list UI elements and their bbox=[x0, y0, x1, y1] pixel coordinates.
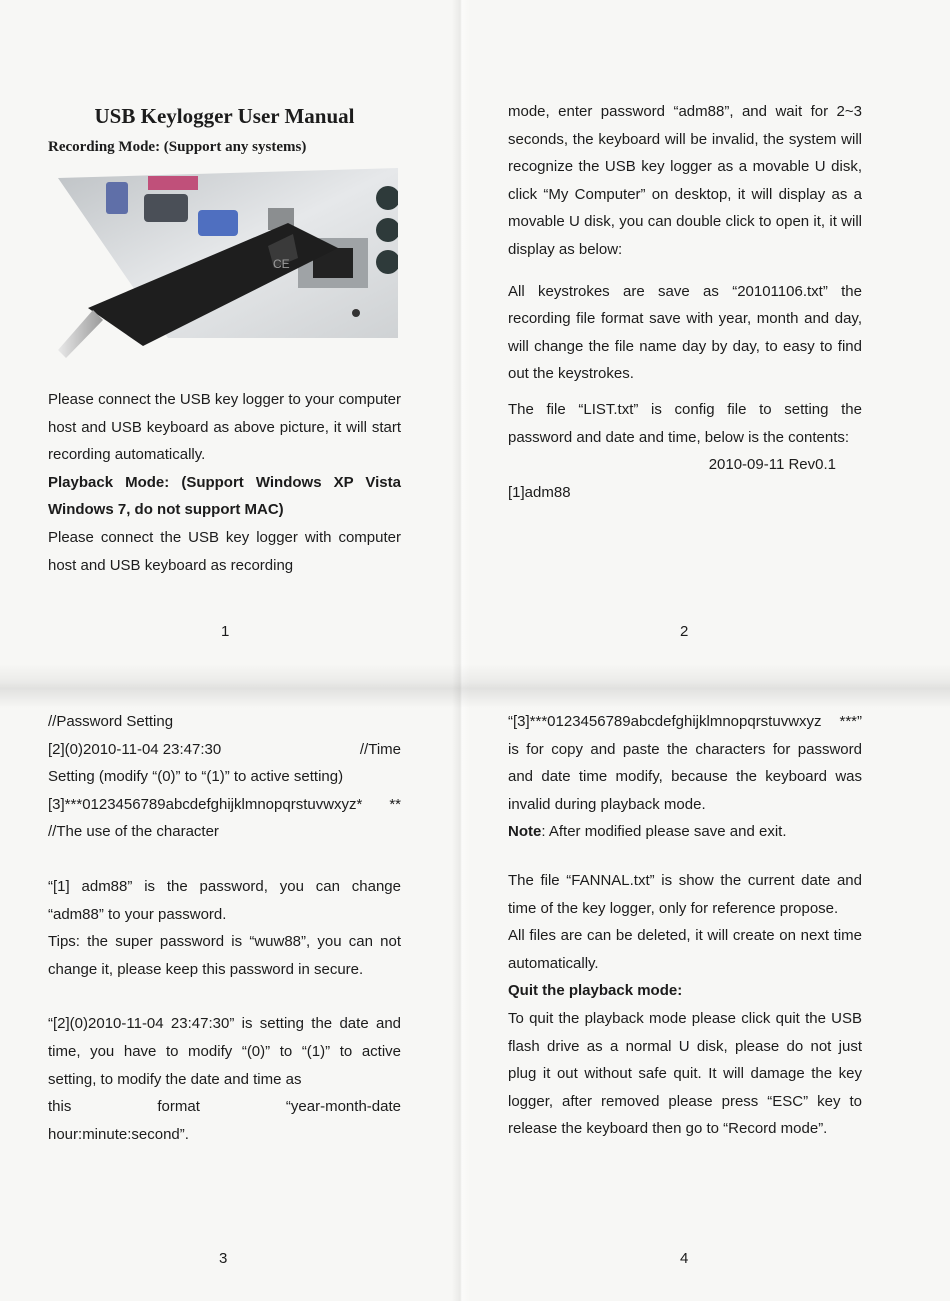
time-setting-note: Setting (modify “(0)” to “(1)” to active setting) bbox=[48, 768, 344, 786]
vertical-fold bbox=[452, 0, 470, 1301]
page-number-4: 4 bbox=[680, 1250, 689, 1267]
playback-mode-heading: Playback Mode: (Support Windows XP Vista Windows 7, do not support MAC) bbox=[48, 473, 401, 519]
config-line: [1]adm88 bbox=[508, 483, 571, 501]
time-comment: //Time bbox=[359, 740, 401, 758]
page-1 bbox=[48, 100, 401, 579]
horizontal-fold bbox=[0, 664, 950, 708]
delete-files-info: All files are can be deleted, it will create on next time automatically. bbox=[508, 927, 862, 972]
format-word-1: this bbox=[48, 1098, 72, 1116]
page-4 bbox=[508, 708, 862, 1143]
date-setting-explanation: “[2](0)2010-11-04 23:47:30” is setting the date and time, you have to modify “(0)” to “(1)” to active setting, to modify the date and time as bbox=[48, 1015, 401, 1088]
password-explanation: “[1] adm88” is the password, you can change “adm88” to your password. bbox=[48, 877, 401, 923]
note-label: Note bbox=[508, 823, 542, 841]
keystroke-file-info: All keystrokes are save as “20101106.txt” the recording file format save with year, month and day, will change the file name day by day, to easy to find out the keystrokes. bbox=[508, 282, 862, 383]
list-file-info: The file “LIST.txt” is config file to setting the password and date and time, below is the contents: bbox=[508, 400, 862, 446]
connect-instructions: Please connect the USB key logger to your computer host and USB keyboard as above picture, it will start recording automatically. bbox=[48, 391, 401, 464]
format-word-3: “year-month-date bbox=[285, 1098, 401, 1116]
format-word-2: format bbox=[157, 1098, 200, 1116]
fannal-file-info: The file “FANNAL.txt” is show the current date and time of the key logger, only for reference propose. bbox=[508, 871, 862, 917]
page-number-3: 3 bbox=[219, 1250, 228, 1267]
playback-continued: mode, enter password “adm88”, and wait for 2~3 seconds, the keyboard will be invalid, the system will recognize the USB key logger as a movable U disk, click “My Computer” on desktop, it will display as a movable U disk, you can double click to open it, it will display as below: bbox=[508, 103, 862, 258]
recording-mode-heading: Recording Mode: (Support any systems) bbox=[48, 139, 307, 155]
playback-instructions: Please connect the USB key logger with computer host and USB keyboard as recording bbox=[48, 528, 401, 574]
note-text: : After modified please save and exit. bbox=[541, 823, 787, 841]
time-setting-line: [2](0)2010-11-04 23:47:30 bbox=[48, 740, 222, 758]
ce-mark: CE bbox=[273, 257, 290, 271]
version-line: 2010-09-11 Rev0.1 bbox=[708, 456, 836, 474]
password-setting-comment: //Password Setting bbox=[48, 713, 174, 730]
manual-title: USB Keylogger User Manual bbox=[94, 104, 355, 128]
super-password-tip: Tips: the super password is “wuw88”, you can not change it, please keep this password in secure. bbox=[48, 933, 401, 978]
page-number-2: 2 bbox=[680, 623, 689, 640]
usb-keylogger-photo bbox=[48, 168, 398, 378]
character-explanation: “[3]***0123456789abcdefghijklmnopqrstuvwxyz ***” is for copy and paste the characters for password and date time modify, because the keyboard was invalid during playback mode. bbox=[508, 713, 862, 813]
quit-playback-heading: Quit the playback mode: bbox=[508, 982, 683, 1000]
format-tail: hour:minute:second”. bbox=[48, 1125, 189, 1143]
note-line bbox=[508, 818, 862, 846]
page-number-1: 1 bbox=[221, 623, 230, 640]
quit-playback-instructions: To quit the playback mode please click quit the USB flash drive as a normal U disk, please do not just plug it out without safe quit. It will damage the key logger, after removed please press “ESC” key to release the keyboard then go to “Record mode”. bbox=[508, 1009, 862, 1138]
character-line: [3]***0123456789abcdefghijklmnopqrstuvwxyz* ** //The use of the character bbox=[48, 795, 401, 841]
page-2 bbox=[508, 98, 862, 506]
page-3 bbox=[48, 708, 401, 1148]
